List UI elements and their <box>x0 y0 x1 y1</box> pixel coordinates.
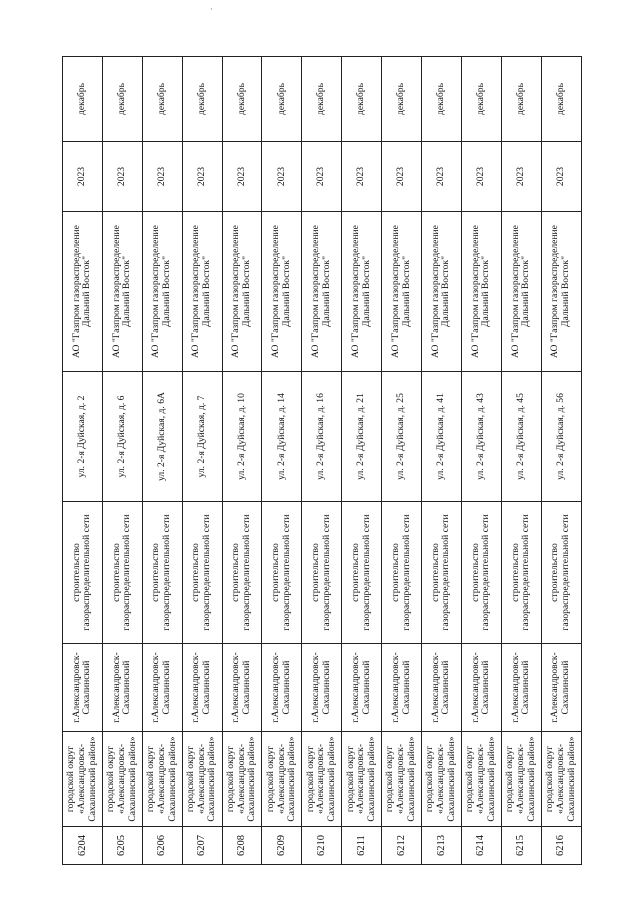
year-cell: 2023 <box>222 142 262 212</box>
organization-cell: АО "Газпром газораспределение Дальний Восток" <box>382 212 422 372</box>
table-row <box>342 57 382 865</box>
month-cell: декабрь <box>182 57 222 142</box>
year-cell: 2023 <box>262 142 302 212</box>
okrug-cell: городской округ «Александровск-Сахалинский район» <box>63 732 103 827</box>
okrug-cell: городской округ «Александровск-Сахалинский район» <box>222 732 262 827</box>
address-cell: ул. 2-я Дуйская, д. 25 <box>382 372 422 502</box>
organization-cell: АО "Газпром газораспределение Дальний Восток" <box>142 212 182 372</box>
table-row <box>63 57 103 865</box>
month-cell: декабрь <box>222 57 262 142</box>
year-cell: 2023 <box>382 142 422 212</box>
settlement-cell: г.Александровск-Сахалинский <box>142 644 182 732</box>
organization-cell: АО "Газпром газораспределение Дальний Восток" <box>63 212 103 372</box>
organization-cell: АО "Газпром газораспределение Дальний Восток" <box>541 212 581 372</box>
row-number: 6214 <box>461 827 501 865</box>
settlement-cell: г.Александровск-Сахалинский <box>63 644 103 732</box>
organization-cell: АО "Газпром газораспределение Дальний Восток" <box>222 212 262 372</box>
settlement-cell: г.Александровск-Сахалинский <box>102 644 142 732</box>
work-type-cell: строительство газораспределительной сети <box>342 502 382 644</box>
year-cell: 2023 <box>342 142 382 212</box>
okrug-cell: городской округ «Александровск-Сахалинский район» <box>461 732 501 827</box>
settlement-cell: г.Александровск-Сахалинский <box>422 644 462 732</box>
table-row <box>422 57 462 865</box>
row-number: 6204 <box>63 827 103 865</box>
row-number: 6211 <box>342 827 382 865</box>
okrug-cell: городской округ «Александровск-Сахалинский район» <box>262 732 302 827</box>
address-cell: ул. 2-я Дуйская, д. 6 <box>102 372 142 502</box>
organization-cell: АО "Газпром газораспределение Дальний Восток" <box>342 212 382 372</box>
settlement-cell: г.Александровск-Сахалинский <box>222 644 262 732</box>
address-cell: ул. 2-я Дуйская, д. 6А <box>142 372 182 502</box>
table-row <box>262 57 302 865</box>
okrug-cell: городской округ «Александровск-Сахалинский район» <box>102 732 142 827</box>
settlement-cell: г.Александровск-Сахалинский <box>302 644 342 732</box>
okrug-cell: городской округ «Александровск-Сахалинский район» <box>541 732 581 827</box>
work-type-cell: строительство газораспределительной сети <box>501 502 541 644</box>
okrug-cell: городской округ «Александровск-Сахалинский район» <box>342 732 382 827</box>
okrug-cell: городской округ «Александровск-Сахалинский район» <box>382 732 422 827</box>
work-type-cell: строительство газораспределительной сети <box>262 502 302 644</box>
year-cell: 2023 <box>142 142 182 212</box>
row-number: 6212 <box>382 827 422 865</box>
address-cell: ул. 2-я Дуйская, д. 43 <box>461 372 501 502</box>
document-sheet <box>62 57 581 865</box>
work-type-cell: строительство газораспределительной сети <box>102 502 142 644</box>
okrug-cell: городской округ «Александровск-Сахалинский район» <box>501 732 541 827</box>
row-number: 6215 <box>501 827 541 865</box>
year-cell: 2023 <box>422 142 462 212</box>
year-cell: 2023 <box>302 142 342 212</box>
organization-cell: АО "Газпром газораспределение Дальний Восток" <box>501 212 541 372</box>
organization-cell: АО "Газпром газораспределение Дальний Восток" <box>182 212 222 372</box>
address-cell: ул. 2-я Дуйская, д. 16 <box>302 372 342 502</box>
table-body <box>63 57 582 865</box>
table-row <box>382 57 422 865</box>
row-number: 6209 <box>262 827 302 865</box>
organization-cell: АО "Газпром газораспределение Дальний Восток" <box>262 212 302 372</box>
settlement-cell: г.Александровск-Сахалинский <box>262 644 302 732</box>
organization-cell: АО "Газпром газораспределение Дальний Восток" <box>302 212 342 372</box>
address-cell: ул. 2-я Дуйская, д. 2 <box>63 372 103 502</box>
address-cell: ул. 2-я Дуйская, д. 41 <box>422 372 462 502</box>
table-row <box>182 57 222 865</box>
work-type-cell: строительство газораспределительной сети <box>461 502 501 644</box>
row-number: 6208 <box>222 827 262 865</box>
row-number: 6210 <box>302 827 342 865</box>
row-number: 6207 <box>182 827 222 865</box>
table-row <box>102 57 142 865</box>
row-number: 6206 <box>142 827 182 865</box>
work-type-cell: строительство газораспределительной сети <box>222 502 262 644</box>
organization-cell: АО "Газпром газораспределение Дальний Восток" <box>102 212 142 372</box>
organization-cell: АО "Газпром газораспределение Дальний Восток" <box>422 212 462 372</box>
month-cell: декабрь <box>461 57 501 142</box>
gasification-table <box>62 56 582 865</box>
row-number: 6216 <box>541 827 581 865</box>
table-row <box>461 57 501 865</box>
okrug-cell: городской округ «Александровск-Сахалинский район» <box>422 732 462 827</box>
year-cell: 2023 <box>541 142 581 212</box>
work-type-cell: строительство газораспределительной сети <box>142 502 182 644</box>
settlement-cell: г.Александровск-Сахалинский <box>382 644 422 732</box>
work-type-cell: строительство газораспределительной сети <box>302 502 342 644</box>
month-cell: декабрь <box>382 57 422 142</box>
address-cell: ул. 2-я Дуйская, д. 14 <box>262 372 302 502</box>
address-cell: ул. 2-я Дуйская, д. 56 <box>541 372 581 502</box>
settlement-cell: г.Александровск-Сахалинский <box>461 644 501 732</box>
year-cell: 2023 <box>501 142 541 212</box>
month-cell: декабрь <box>342 57 382 142</box>
month-cell: декабрь <box>302 57 342 142</box>
settlement-cell: г.Александровск-Сахалинский <box>342 644 382 732</box>
work-type-cell: строительство газораспределительной сети <box>382 502 422 644</box>
month-cell: декабрь <box>262 57 302 142</box>
month-cell: декабрь <box>422 57 462 142</box>
work-type-cell: строительство газораспределительной сети <box>63 502 103 644</box>
table-row <box>222 57 262 865</box>
year-cell: 2023 <box>461 142 501 212</box>
year-cell: 2023 <box>102 142 142 212</box>
rotated-table-wrapper <box>62 57 581 865</box>
work-type-cell: строительство газораспределительной сети <box>422 502 462 644</box>
year-cell: 2023 <box>182 142 222 212</box>
organization-cell: АО "Газпром газораспределение Дальний Восток" <box>461 212 501 372</box>
address-cell: ул. 2-я Дуйская, д. 7 <box>182 372 222 502</box>
month-cell: декабрь <box>63 57 103 142</box>
okrug-cell: городской округ «Александровск-Сахалинский район» <box>182 732 222 827</box>
month-cell: декабрь <box>142 57 182 142</box>
month-cell: декабрь <box>541 57 581 142</box>
okrug-cell: городской округ «Александровск-Сахалинский район» <box>142 732 182 827</box>
table-row <box>302 57 342 865</box>
settlement-cell: г.Александровск-Сахалинский <box>501 644 541 732</box>
settlement-cell: г.Александровск-Сахалинский <box>182 644 222 732</box>
month-cell: декабрь <box>501 57 541 142</box>
year-cell: 2023 <box>63 142 103 212</box>
row-number: 6205 <box>102 827 142 865</box>
table-row <box>541 57 581 865</box>
address-cell: ул. 2-я Дуйская, д. 45 <box>501 372 541 502</box>
month-cell: декабрь <box>102 57 142 142</box>
table-row <box>501 57 541 865</box>
page-mark: · <box>210 4 213 14</box>
okrug-cell: городской округ «Александровск-Сахалинский район» <box>302 732 342 827</box>
row-number: 6213 <box>422 827 462 865</box>
address-cell: ул. 2-я Дуйская, д. 21 <box>342 372 382 502</box>
work-type-cell: строительство газораспределительной сети <box>182 502 222 644</box>
table-row <box>142 57 182 865</box>
settlement-cell: г.Александровск-Сахалинский <box>541 644 581 732</box>
work-type-cell: строительство газораспределительной сети <box>541 502 581 644</box>
address-cell: ул. 2-я Дуйская, д. 10 <box>222 372 262 502</box>
